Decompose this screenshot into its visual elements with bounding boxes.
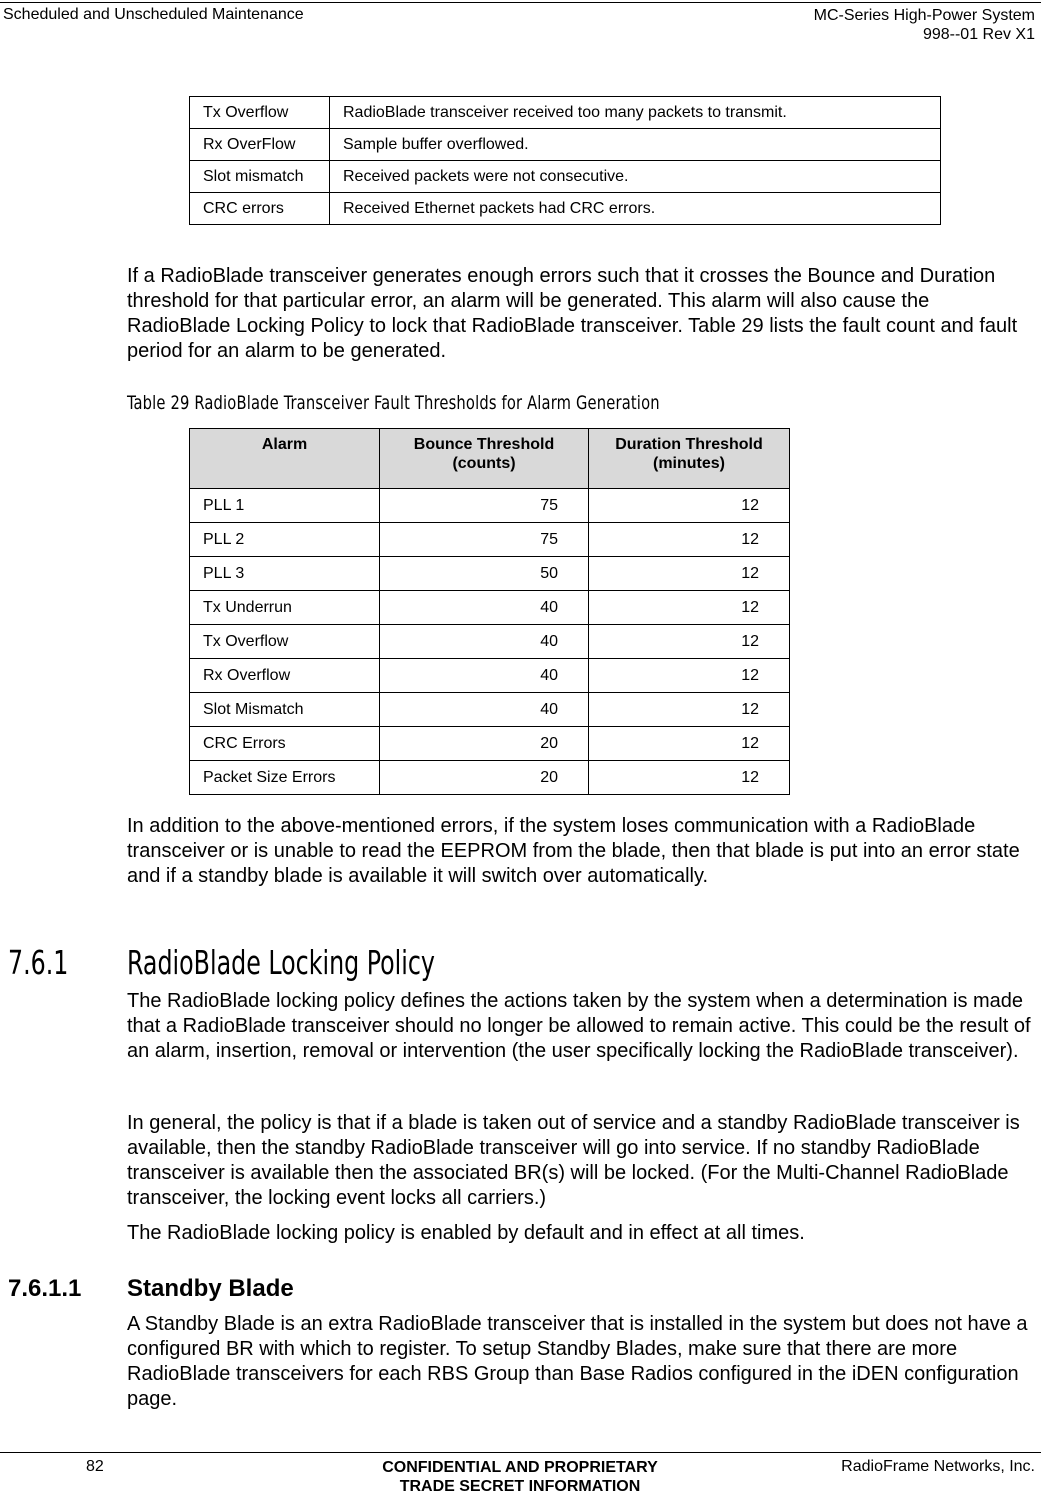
duration-value: 12 <box>589 693 790 727</box>
table-row <box>190 523 790 557</box>
bounce-value: 40 <box>380 591 589 625</box>
alarm-name: PLL 3 <box>190 557 380 591</box>
header-system-name: MC-Series High-Power System <box>813 7 1035 24</box>
table-row <box>190 161 941 193</box>
bounce-value: 75 <box>380 523 589 557</box>
bounce-value: 40 <box>380 659 589 693</box>
bounce-value: 50 <box>380 557 589 591</box>
bounce-value: 75 <box>380 489 589 523</box>
duration-value: 12 <box>589 557 790 591</box>
duration-value: 12 <box>589 659 790 693</box>
header-title: Scheduled and Unscheduled Maintenance <box>3 6 304 23</box>
confidentiality-notice <box>320 1458 720 1496</box>
footer-rule <box>0 1452 1041 1453</box>
duration-value: 12 <box>589 591 790 625</box>
bounce-value: 40 <box>380 693 589 727</box>
column-header-bounce: Bounce Threshold (counts) <box>380 429 589 489</box>
fault-description-table <box>189 96 941 225</box>
fault-threshold-table <box>189 428 790 795</box>
table-header-row <box>190 429 790 489</box>
alarm-name: PLL 1 <box>190 489 380 523</box>
table-row <box>190 625 790 659</box>
table-29-caption: Table 29 RadioBlade Transceiver Fault Thresholds for Alarm Generation <box>127 392 660 414</box>
column-header-duration: Duration Threshold (minutes) <box>589 429 790 489</box>
header-revision: 998--01 Rev X1 <box>922 26 1035 43</box>
section-number: 7.6.1 <box>8 943 69 982</box>
alarm-name: Tx Overflow <box>190 625 380 659</box>
bounce-value: 20 <box>380 727 589 761</box>
table-row <box>190 591 790 625</box>
bounce-value: 40 <box>380 625 589 659</box>
alarm-name: PLL 2 <box>190 523 380 557</box>
column-header-alarm: Alarm <box>190 429 380 489</box>
table-row <box>190 97 941 129</box>
table-row <box>190 129 941 161</box>
alarm-name: CRC Errors <box>190 727 380 761</box>
duration-value: 12 <box>589 523 790 557</box>
fault-name: CRC errors <box>190 193 330 225</box>
alarm-name: Slot Mismatch <box>190 693 380 727</box>
header-rule <box>0 2 1041 3</box>
table-row <box>190 557 790 591</box>
paragraph-locking-policy-general: In general, the policy is that if a blade is taken out of service and a standby RadioBlade transceiver is available, then the standby RadioBlade transceiver will go into service. If no standby RadioBlade transceiver is available then the associated BR(s) will be locked. (For the Multi-Channel RadioBlade transceiver, the locking event locks all carriers.) <box>127 1112 1020 1209</box>
table-row <box>190 489 790 523</box>
confidentiality-line: CONFIDENTIAL AND PROPRIETARY <box>382 1459 658 1476</box>
header-doc-info <box>814 6 1035 44</box>
fault-description: Sample buffer overflowed. <box>330 129 941 161</box>
alarm-name: Packet Size Errors <box>190 761 380 795</box>
table-row <box>190 761 790 795</box>
paragraph-bounce-duration: If a RadioBlade transceiver generates enough errors such that it crosses the Bounce and Duration threshold for that particular error, an alarm will be generated. This alarm will also cause the RadioBlade Locking Policy to lock that RadioBlade transceiver. Table 29 lists the fault count and fault period for an alarm to be generated. <box>127 265 1018 362</box>
section-heading: RadioBlade Locking Policy <box>127 943 435 982</box>
company-name: RadioFrame Networks, Inc. <box>841 1458 1035 1475</box>
alarm-name: Tx Underrun <box>190 591 380 625</box>
paragraph-communication-loss: In addition to the above-mentioned errors, if the system loses communication with a RadioBlade transceiver or is unable to read the EEPROM from the blade, then that blade is put into an error state and if a standby blade is available it will switch over automatically. <box>127 815 1020 887</box>
subsection-number: 7.6.1.1 <box>8 1275 82 1302</box>
page-number: 82 <box>86 1458 104 1475</box>
table-row <box>190 193 941 225</box>
paragraph-locking-policy-definition: The RadioBlade locking policy defines the actions taken by the system when a determination is made that a RadioBlade transceiver should no longer be allowed to remain active. This could be the result of an alarm, insertion, removal or intervention (the user specifically locking the RadioBlade transceiver). <box>127 990 1031 1062</box>
duration-value: 12 <box>589 727 790 761</box>
trade-secret-line: TRADE SECRET INFORMATION <box>399 1478 641 1495</box>
table-row <box>190 727 790 761</box>
fault-name: Rx OverFlow <box>190 129 330 161</box>
bounce-value: 20 <box>380 761 589 795</box>
fault-description: Received packets were not consecutive. <box>330 161 941 193</box>
duration-value: 12 <box>589 761 790 795</box>
fault-name: Tx Overflow <box>190 97 330 129</box>
duration-value: 12 <box>589 489 790 523</box>
alarm-name: Rx Overflow <box>190 659 380 693</box>
table-row <box>190 659 790 693</box>
subsection-heading: Standby Blade <box>127 1275 294 1302</box>
paragraph-locking-policy-default: The RadioBlade locking policy is enabled by default and in effect at all times. <box>127 1222 805 1244</box>
duration-value: 12 <box>589 625 790 659</box>
fault-description: Received Ethernet packets had CRC errors. <box>330 193 941 225</box>
fault-description: RadioBlade transceiver received too many packets to transmit. <box>330 97 941 129</box>
fault-name: Slot mismatch <box>190 161 330 193</box>
table-row <box>190 693 790 727</box>
paragraph-standby-blade: A Standby Blade is an extra RadioBlade transceiver that is installed in the system but does not have a configured BR with which to register. To setup Standby Blades, make sure that there are more RadioBlade transceivers for each RBS Group than Base Radios configured in the iDEN configuration page. <box>127 1313 1028 1410</box>
